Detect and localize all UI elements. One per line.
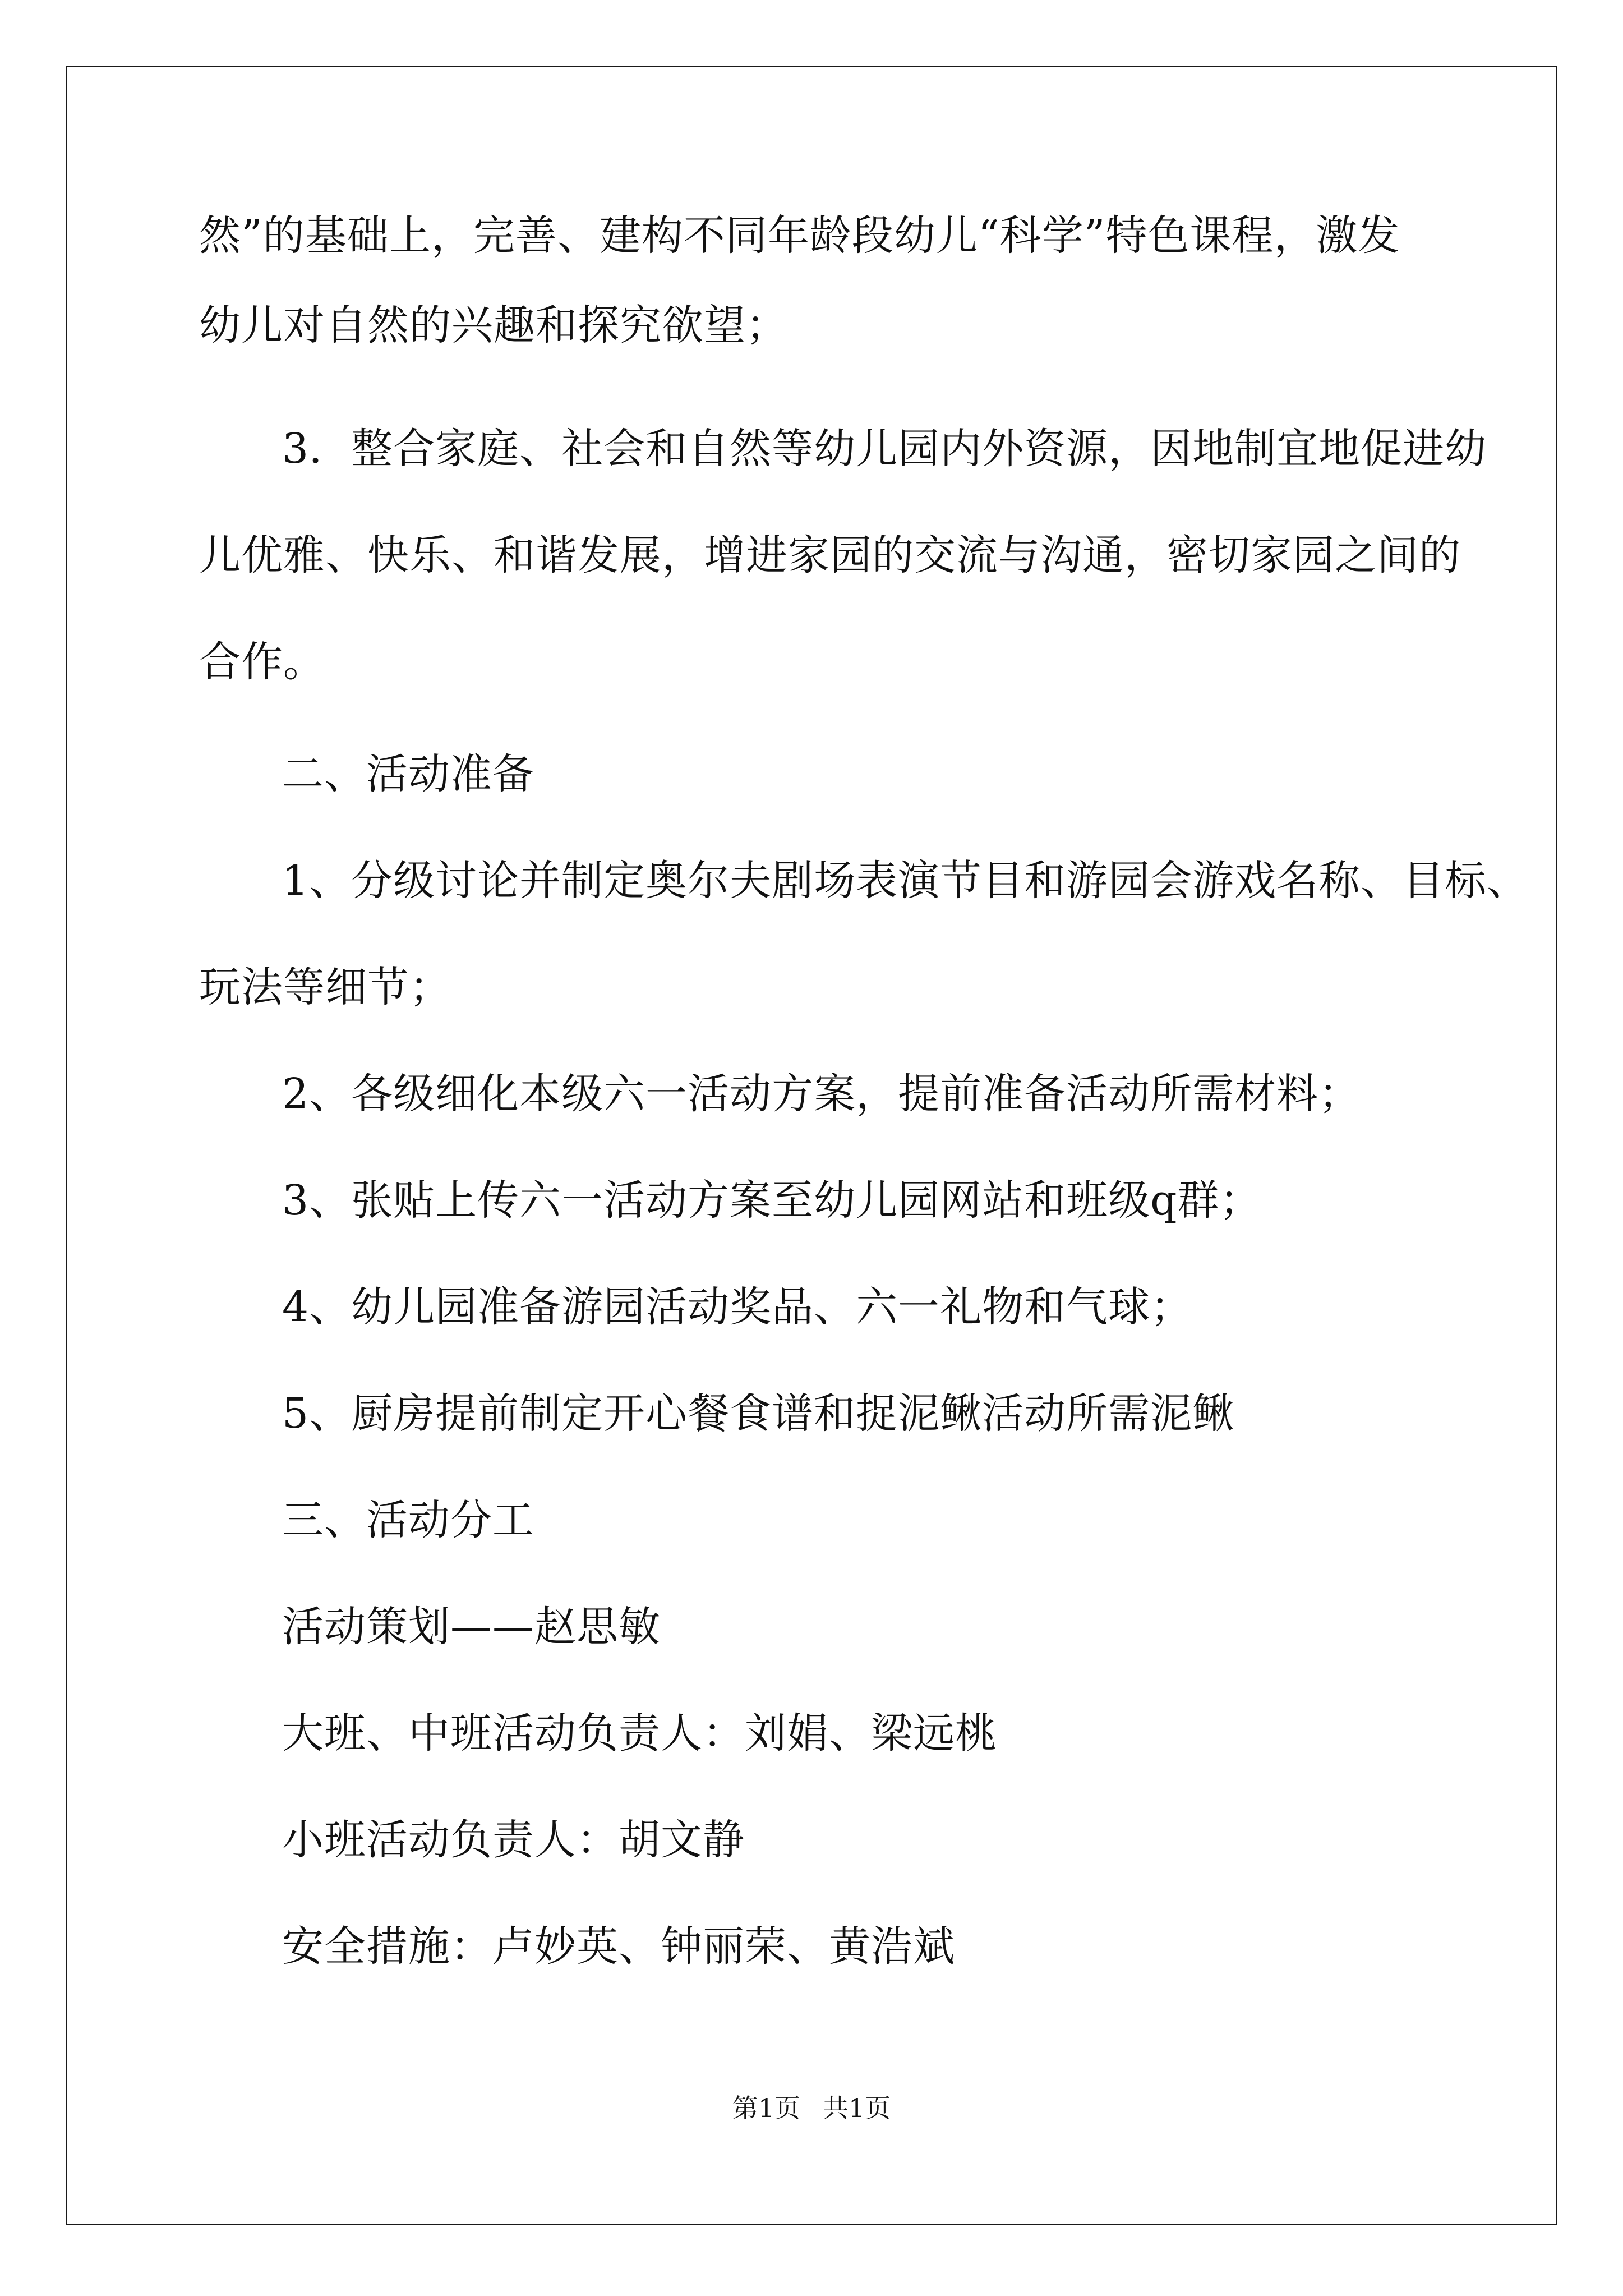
text-line: 儿优雅、快乐、和谐发展，增进家园的交流与沟通，密切家园之间的 [199, 531, 1461, 579]
text-line: 玩法等细节； [199, 963, 451, 1011]
text-line: 幼儿对自然的兴趣和探究欲望； [199, 301, 788, 349]
page-border [66, 66, 1557, 2225]
text-line: 3．整合家庭、社会和自然等幼儿园内外资源，因地制宜地促进幼 [282, 425, 1487, 473]
text-line: 1、分级讨论并制定奥尔夫剧场表演节目和游园会游戏名称、目标、 [282, 857, 1529, 905]
page-footer [0, 2088, 1623, 2125]
text-line: 小班活动负责人：胡文静 [282, 1816, 745, 1864]
page-total: 共1页 [823, 2093, 891, 2123]
text-line: 大班、中班活动负责人：刘娟、梁远桃 [282, 1709, 997, 1757]
text-line: 然”的基础上，完善、建构不同年龄段幼儿“科学”特色课程，激发 [199, 211, 1400, 260]
text-line: 安全措施：卢妙英、钟丽荣、黄浩斌 [282, 1922, 955, 1971]
text-line: 3、张贴上传六一活动方案至幼儿园网站和班级q群； [282, 1176, 1262, 1225]
text-line: 合作。 [199, 638, 325, 686]
section-heading: 二、活动准备 [282, 750, 534, 798]
text-line: 4、幼儿园准备游园活动奖品、六一礼物和气球； [282, 1283, 1193, 1331]
text-line: 2、各级细化本级六一活动方案，提前准备活动所需材料； [282, 1070, 1361, 1118]
text-line: 5、厨房提前制定开心餐食谱和捉泥鳅活动所需泥鳅 [282, 1389, 1235, 1438]
page-number: 第1页 [732, 2093, 800, 2123]
text-line: 活动策划——赵思敏 [282, 1603, 661, 1651]
section-heading: 三、活动分工 [282, 1496, 534, 1544]
